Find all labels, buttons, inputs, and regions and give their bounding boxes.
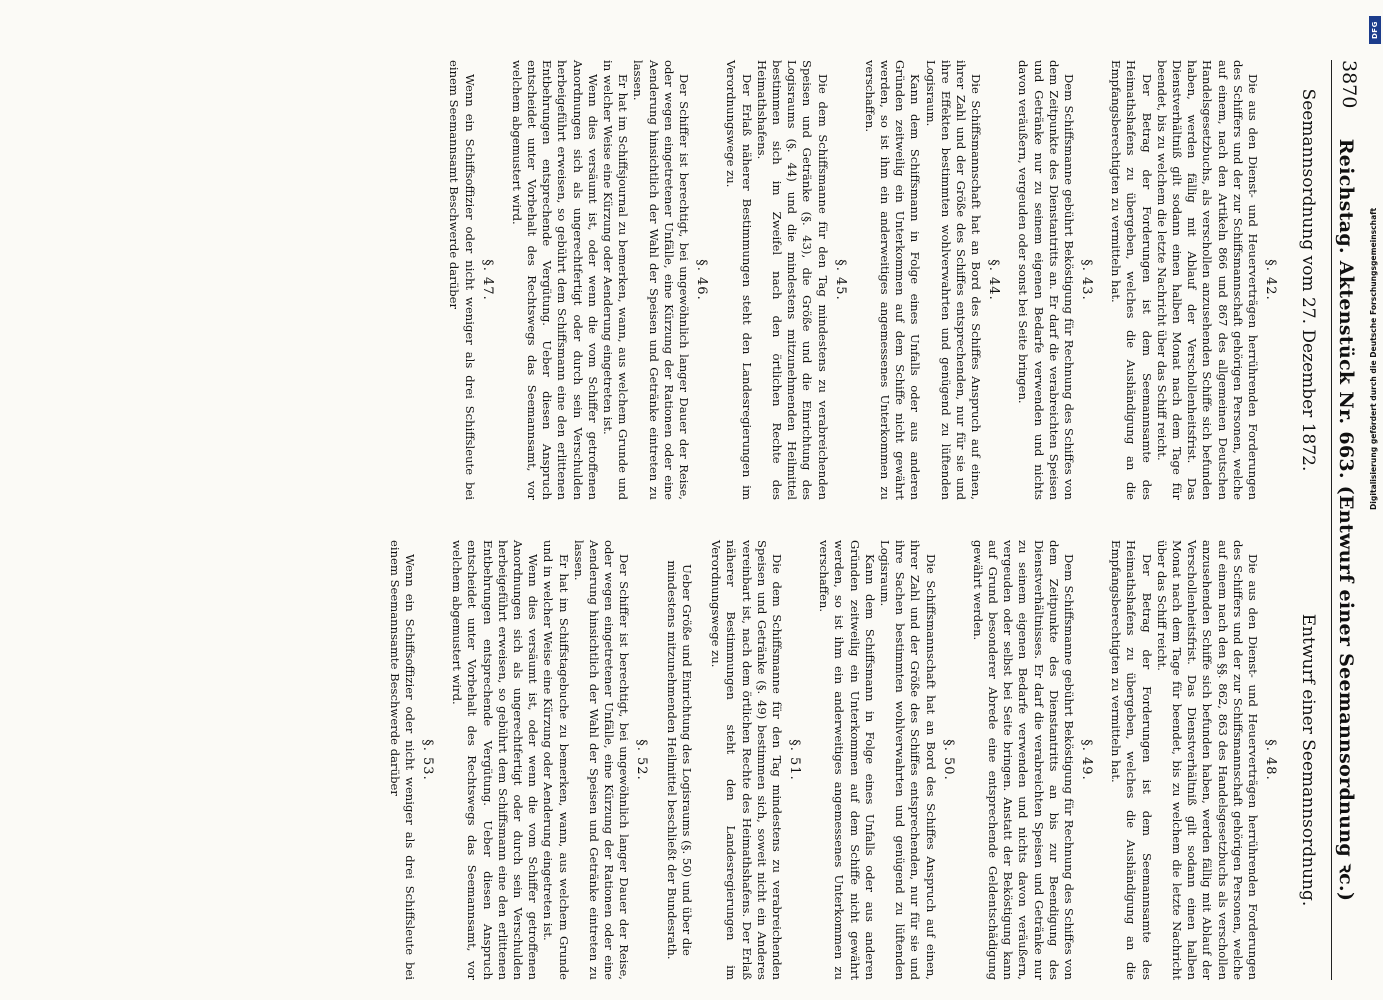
section: [862, 60, 1002, 500]
funding-credit: Digitalisierung gefördert durch die Deutsche Forschungsgemeinschaft: [1369, 207, 1378, 510]
section: [449, 540, 649, 980]
section: [664, 540, 694, 980]
section-heading: §. 48.: [1263, 739, 1278, 781]
paragraph: Wenn ein Schiffsoffizier oder nicht weniger als drei Schiffsleute bei einem Seemannsamte Beschwerde darüber: [387, 540, 418, 980]
section-heading: §. 47.: [479, 259, 495, 301]
section-heading: §. 51.: [786, 739, 802, 781]
paragraph: Die dem Schiffsmanne für den Tag mindestens zu verabreichenden Speisen und Getränke (§. 49) bestimmen sich, soweit nicht ein Anderes vereinbart ist, nach dem örtlichen Rechte des Heimathshafens. Der Erlaß näherer Bestimmungen steht den Landesregierungen im Verordnungswege zu.: [709, 540, 784, 980]
right-column-body: [387, 540, 1278, 980]
right-column: [373, 540, 1318, 980]
section-heading: §. 49.: [1078, 739, 1094, 781]
paragraph: Er hat im Schiffstagebuche zu bemerken, wann, aus welchem Grunde und in welcher Weise eine Kürzung oder Aenderung eingetreten ist.: [541, 540, 571, 980]
header-rule: [1331, 60, 1332, 980]
paragraph: Die Schiffsmannschaft hat an Bord des Schiffes Anspruch auf einen, ihrer Zahl und der Größe des Schiffes entsprechenden, nur für sie und ihre Sachen bestimmten wohlverwahrten und genügend zu lüftenden Logisraum.: [877, 540, 938, 980]
left-column-body: [446, 60, 1278, 500]
paragraph: Kann dem Schiffsmann in Folge eines Unfalls oder aus anderen Gründen zeitweilig ein Unterkommen auf dem Schiffe nicht gewährt werden, so ist ihm ein anderweitiges angemessenes Unterkommen zu verschaffen.: [862, 60, 923, 500]
section: [509, 60, 709, 500]
section-heading: §. 44.: [986, 259, 1002, 301]
paragraph: Die aus den Dienst- und Heuerverträgen herrührenden Forderungen des Schiffers und der zur Schiffsmannschaft gehörigen Personen, welche auf einem nach den §§. 862, 863 des Handelsgesetzbuchs als verschollen anzusehenden Schiffe sich befunden haben, werden fällig mit Ablauf der Verschollenheitsfrist. Das Dienstverhältniß gilt sodann einen halben Monat nach dem Tage für beendet, bis zu welchem die letzte Nachricht über das Schiff reicht.: [1154, 540, 1260, 980]
section: [816, 540, 956, 980]
section: [1015, 60, 1094, 500]
paragraph: Die Schiffsmannschaft hat an Bord des Schiffes Anspruch auf einen, ihrer Zahl und der Größe des Schiffes entsprechenden, nur für sie und ihre Effekten bestimmten wohlverwahrten und genügend zu lüftenden Logisraum.: [923, 60, 984, 500]
section-heading: §. 52.: [634, 739, 650, 781]
paragraph: Die aus den Dienst- und Heuerverträgen herrührenden Forderungen des Schiffers und der zur Schiffsmannschaft gehörigen Personen, welche auf einem, nach den Artikeln 866 und 867 des allgemeinen Deutschen Handelsgesetzbuchs, als verschollen anzusehenden Schiffe sich befunden haben, werden fällig mit Ablauf der Verschollenheitsfrist. Das Dienstverhältniß gilt sodann einen halben Monat nach dem Tage für beendet, bis zu welchem die letzte Nachricht über das Schiff reicht.: [1154, 60, 1260, 500]
paragraph: Dem Schiffsmanne gebührt Beköstigung für Rechnung des Schiffes von dem Zeitpunkte des Dienstantritts an bis zur Beendigung des Dienstverhältnisses. Er darf die verabreichten Speisen und Getränke nur zu seinem eigenen Bedarfe verwenden und nichts davon veräußern, vergeuden oder selbst bei Seite bringen. Anstatt der Beköstigung kann auf Grund besonderer Abrede eine entsprechende Geldentschädigung gewährt werden.: [970, 540, 1076, 980]
section: [1108, 60, 1278, 500]
section: [723, 60, 847, 500]
section: [708, 540, 802, 980]
section-heading: §. 42.: [1263, 259, 1278, 301]
rotated-document-page: [80, 60, 1360, 980]
paragraph: Wenn dies versäumt ist, oder wenn die vom Schiffer getroffenen Anordnungen sich als ungerechtfertigt oder durch sein Verschulden herbeigeführt erweisen, so gebührt dem Schiffsmann eine den erlittenen Entbehrungen entsprechende Vergütung. Ueber diesen Anspruch entscheidet unter Vorbehalt des Rechtswegs das Seemannsamt, vor welchem abgemustert wird.: [450, 540, 541, 980]
paragraph: Die dem Schiffsmanne für den Tag mindestens zu verabreichenden Speisen und Getränke (§. 43), die Größe und die Einrichtung des Logisraums (§. 44) und die mindestens mitzunehmenden Heilmittel bestimmen sich im Zweifel nach den örtlichen Rechte des Heimathshafens.: [754, 60, 830, 500]
section: [387, 540, 435, 980]
right-column-title: Entwurf einer Seemannsordnung.: [1298, 613, 1318, 907]
section: [970, 540, 1094, 980]
paragraph: Er hat im Schiffsjournal zu bemerken, wann, aus welchem Grunde und in welcher Weise eine Kürzung oder Aenderung eingetreten ist.: [601, 60, 631, 500]
section: [446, 60, 494, 500]
left-column: [432, 60, 1318, 500]
section-heading: §. 53.: [420, 739, 436, 781]
section-heading: §. 43.: [1078, 259, 1094, 301]
paragraph: Wenn dies versäumt ist, oder wenn die vom Schiffer getroffenen Anordnungen sich als ungerechtfertigt oder durch sein Verschulden herbeigeführt erweisen, so gebührt dem Schiffsmann eine den erlittenen Entbehrungen entsprechende Vergütung. Ueber diesen Anspruch entscheidet unter Vorbehalt des Rechtswegs das Seemannsamt, vor welchem abgemustert wird.: [509, 60, 600, 500]
section-heading: §. 45.: [832, 259, 848, 301]
header-title: Reichstag. Aktenstück Nr. 663. (Entwurf einer Seemannsordnung ꝛc.): [1335, 138, 1357, 902]
paragraph: Der Betrag der Forderungen ist dem Seemannsamte des Heimathshafens zu übergeben, welches die Aushändigung an die Empfangsberechtigten zu vermitteln hat.: [1109, 540, 1154, 980]
page-number: 3870: [1338, 60, 1360, 109]
dfg-logo: DFG: [1369, 16, 1381, 44]
paragraph: Kann dem Schiffsmann in Folge eines Unfalls oder aus anderen Gründen zeitweilig ein Unterkommen auf dem Schiffe nicht gewährt werden, so ist ihm ein anderweitiges angemessenes Unterkommen zu verschaffen.: [817, 540, 877, 980]
left-column-title: Seemannsordnung vom 27. Dezember 1872.: [1298, 88, 1318, 472]
centered-note: Ueber Größe und Einrichtung des Logisraums (§. 50) und über die mindestens mitzunehmenden Heilmittel beschließt der Bundesrath.: [664, 560, 694, 960]
paragraph: Der Erlaß näherer Bestimmungen steht den Landesregierungen im Verordnungswege zu.: [724, 60, 754, 500]
paragraph: Der Schiffer ist berechtigt, bei ungewöhnlich langer Dauer der Reise, oder wegen eingetretener Unfälle, eine Kürzung der Rationen oder eine Aenderung hinsichtlich der Wahl der Speisen und Getränke eintreten zu lassen.: [631, 60, 692, 500]
paragraph: Dem Schiffsmanne gebührt Beköstigung für Rechnung des Schiffes von dem Zeitpunkte des Dienstantritts an. Er darf die verabreichten Speisen und Getränke nur zu seinem eigenen Bedarfe verwenden und nichts davon veräußern, vergeuden oder sonst bei Seite bringen.: [1016, 60, 1076, 500]
digitization-sidebar: [1368, 8, 1382, 992]
paragraph: Wenn ein Schiffsoffizier oder nicht weniger als drei Schiffsleute bei einem Seemannsamt Beschwerde darüber: [447, 60, 477, 500]
section-heading: §. 50.: [940, 739, 956, 781]
running-header: [1336, 60, 1360, 980]
paragraph: Der Schiffer ist berechtigt, bei ungewöhnlich langer Dauer der Reise, oder wegen eingetretener Unfälle, eine Kürzung der Rationen oder eine Aenderung hinsichtlich der Wahl der Speisen und Getränke eintreten zu lassen.: [571, 540, 632, 980]
section: [1108, 540, 1278, 980]
paragraph: Der Betrag der Forderungen ist dem Seemannsamte des Heimathshafens zu übergeben, welches die Aushändigung an die Empfangsberechtigten zu vermitteln hat.: [1109, 60, 1154, 500]
section-heading: §. 46.: [694, 259, 710, 301]
